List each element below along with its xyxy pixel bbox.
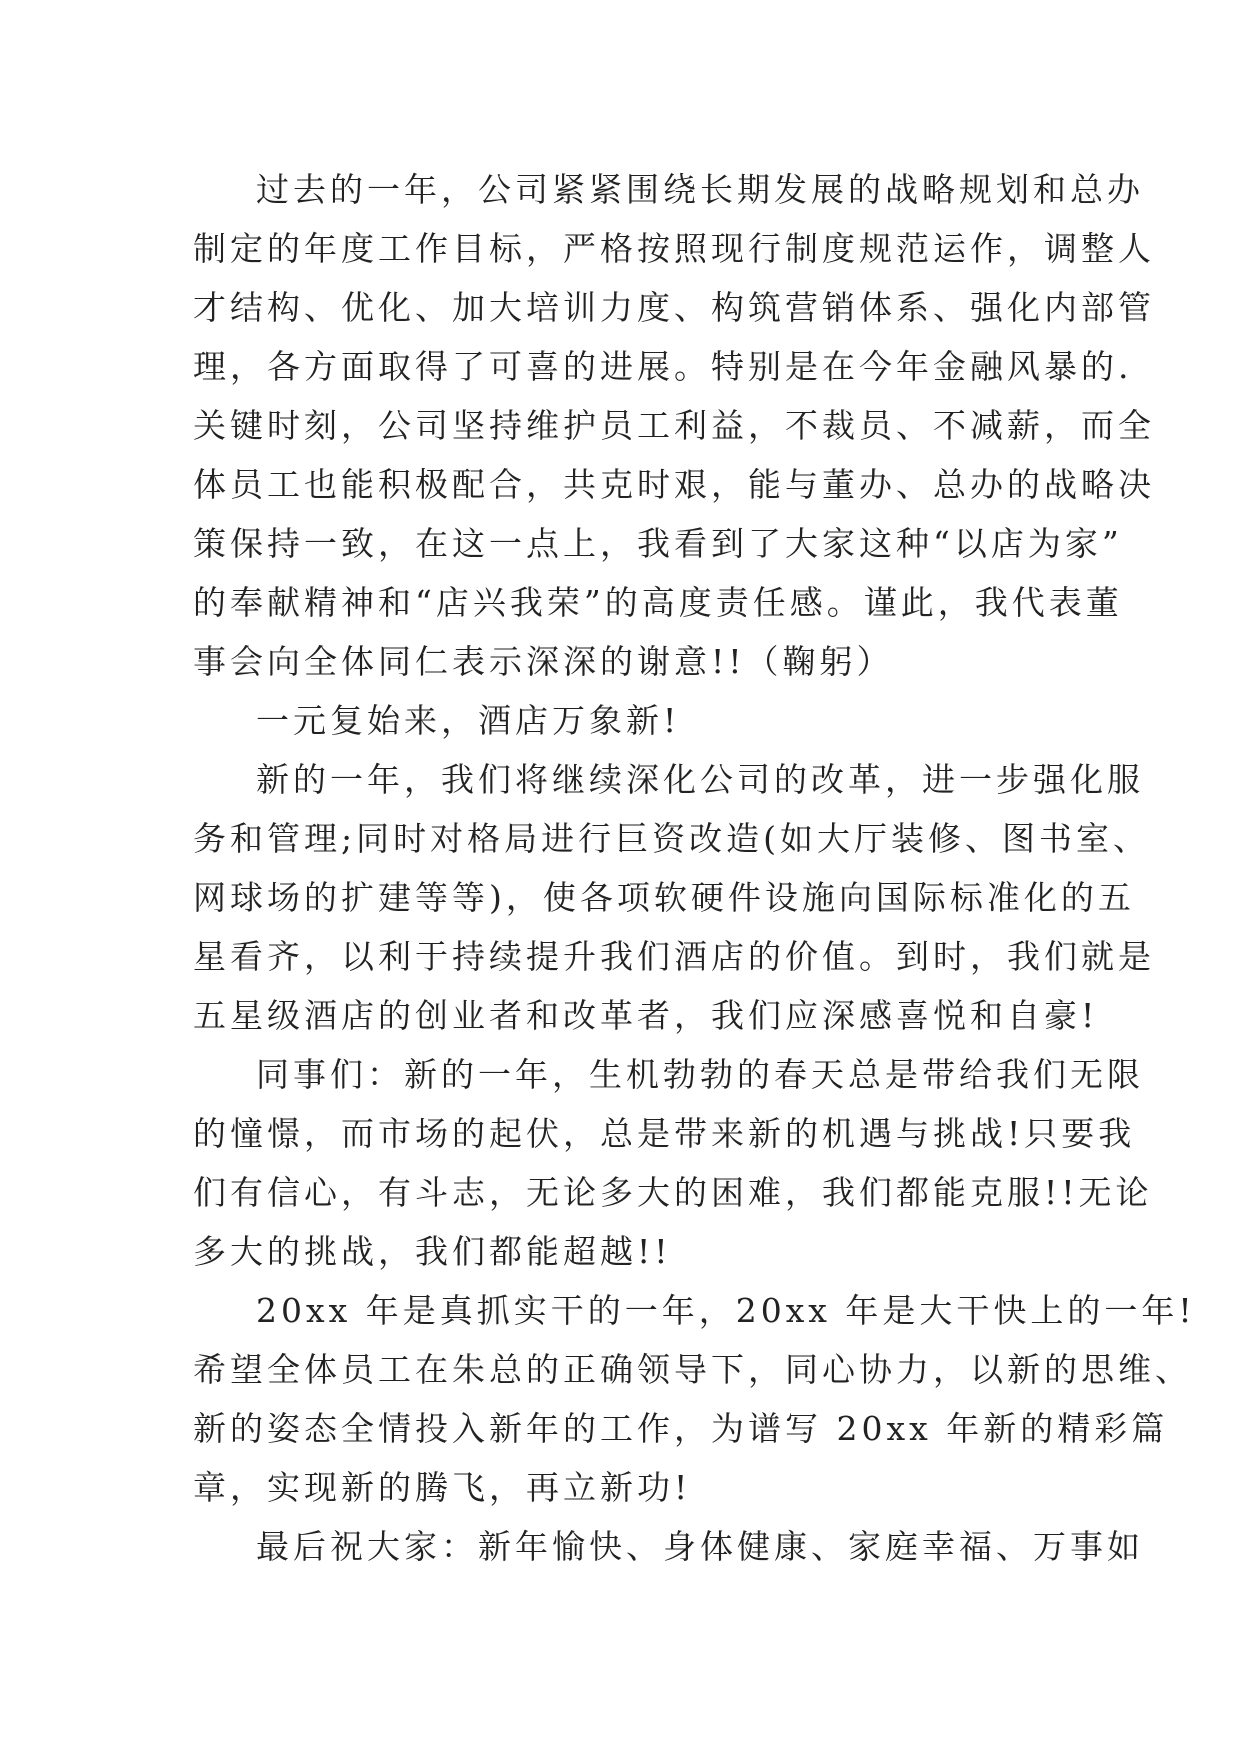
paragraph-goals: [193, 1281, 1196, 1517]
text-line: 务和管理;同时对格局进行巨资改造(如大厅装修、图书室、: [193, 819, 1150, 858]
text-line: 五星级酒店的创业者和改革者，我们应深感喜悦和自豪!: [193, 996, 1099, 1035]
text-line: 理，各方面取得了可喜的进展。特别是在今年金融风暴的.: [193, 347, 1133, 386]
text-line: 最后祝大家：新年愉快、身体健康、家庭幸福、万事如: [256, 1527, 1144, 1566]
paragraph-review: [193, 160, 1155, 691]
text-line: 同事们：新的一年，生机勃勃的春天总是带给我们无限: [256, 1055, 1144, 1094]
text-line: 们有信心，有斗志，无论多大的困难，我们都能克服!!无论: [193, 1173, 1153, 1212]
text-line: 关键时刻，公司坚持维护员工利益，不裁员、不减薪，而全: [193, 406, 1155, 445]
paragraph-plans: [193, 750, 1155, 1045]
text-line: 过去的一年，公司紧紧围绕长期发展的战略规划和总办: [256, 170, 1144, 209]
text-line: 章，实现新的腾飞，再立新功!: [193, 1468, 692, 1507]
text-line: 体员工也能积极配合，共克时艰，能与董办、总办的战略决: [193, 465, 1155, 504]
paragraph-colleagues: [193, 1045, 1153, 1281]
paragraph-new-year: [193, 691, 1053, 750]
text-line: 新的姿态全情投入新年的工作，为谱写 20xx 年新的精彩篇: [193, 1409, 1169, 1448]
text-line: 网球场的扩建等等)，使各项软硬件设施向国际标准化的五: [193, 878, 1135, 917]
text-line: 多大的挑战，我们都能超越!!: [193, 1232, 672, 1271]
text-line: 事会向全体同仁表示深深的谢意!!（鞠躬）: [193, 642, 894, 681]
text-line: 希望全体员工在朱总的正确领导下，同心协力，以新的思维、: [193, 1350, 1192, 1389]
paragraph-wishes: [193, 1517, 1144, 1576]
document-body: [193, 160, 1196, 1576]
text-line: 一元复始来，酒店万象新!: [256, 701, 681, 740]
text-line: 的奉献精神和“店兴我荣”的高度责任感。谨此，我代表董: [193, 583, 1123, 622]
text-line: 新的一年，我们将继续深化公司的改革，进一步强化服: [256, 760, 1144, 799]
text-line: 的憧憬，而市场的起伏，总是带来新的机遇与挑战!只要我: [193, 1114, 1136, 1153]
text-line: 策保持一致，在这一点上，我看到了大家这种“以店为家”: [193, 524, 1123, 563]
text-line: 星看齐，以利于持续提升我们酒店的价值。到时，我们就是: [193, 937, 1155, 976]
text-line: 20xx 年是真抓实干的一年，20xx 年是大干快上的一年!: [256, 1291, 1196, 1330]
text-line: 制定的年度工作目标，严格按照现行制度规范运作，调整人: [193, 229, 1155, 268]
text-line: 才结构、优化、加大培训力度、构筑营销体系、强化内部管: [193, 288, 1155, 327]
